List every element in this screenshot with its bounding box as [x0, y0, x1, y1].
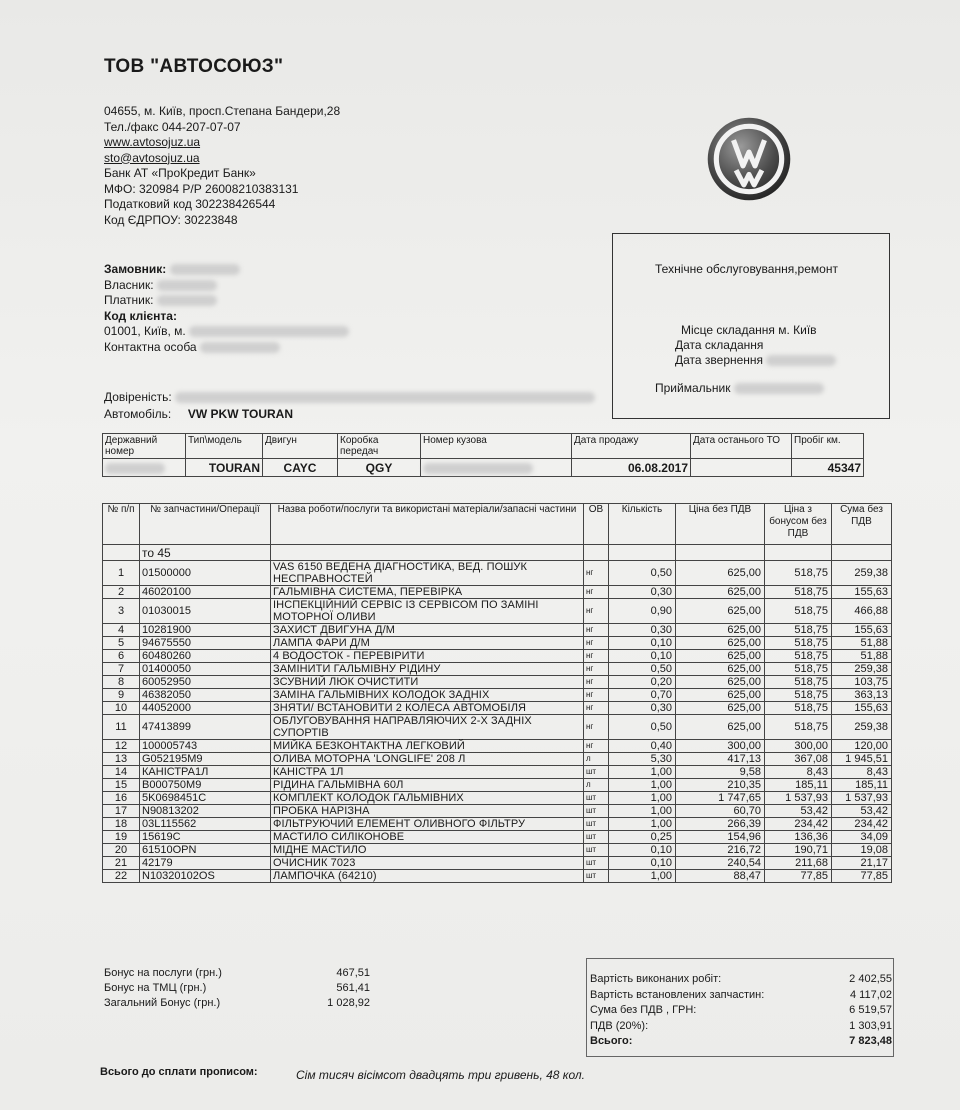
row-number: 14: [103, 766, 140, 779]
bonus-total-value: 1 028,92: [327, 997, 370, 1009]
sum: 185,11: [832, 779, 892, 792]
table-row: [103, 831, 892, 844]
work-name: ЗНЯТИ/ ВСТАНОВИТИ 2 КОЛЕСА АВТОМОБІЛЯ: [271, 702, 584, 715]
price-bonus: 1 537,93: [765, 792, 832, 805]
price-bonus: 518,75: [765, 689, 832, 702]
company-mfo: МФО: 320984 Р/Р 26008210383131: [104, 181, 299, 196]
sum: 120,00: [832, 740, 892, 753]
company-name: ТОВ "АВТОСОЮЗ": [104, 56, 284, 77]
totals-values: [790, 972, 892, 1050]
table-row: [103, 689, 892, 702]
quantity: 0,20: [609, 676, 676, 689]
bonus-total-label: Загальний Бонус (грн.): [104, 997, 221, 1009]
vehicle-mileage: 45347: [792, 459, 864, 477]
quantity: 0,10: [609, 857, 676, 870]
row-number: 20: [103, 844, 140, 857]
quantity: 0,70: [609, 689, 676, 702]
items-header-cell: Ціна без ПДВ: [676, 504, 765, 545]
sum: 155,63: [832, 702, 892, 715]
unit: шт: [584, 766, 609, 779]
sum: 363,13: [832, 689, 892, 702]
quantity: 1,00: [609, 779, 676, 792]
totals-labels: [590, 972, 764, 1050]
part-number: 03L115562: [140, 818, 271, 831]
work-name: МАСТИЛО СИЛІКОНОВЕ: [271, 831, 584, 844]
work-name: ОБЛУГОВУВАННЯ НАПРАВЛЯЮЧИХ 2-Х ЗАДНІХ СУПОРТІВ: [271, 715, 584, 740]
unit: шт: [584, 844, 609, 857]
items-header-row: [103, 504, 892, 545]
vehicle-gearbox: QGY: [338, 459, 421, 477]
unit: нг: [584, 702, 609, 715]
vehicle-header-cell: Державний номер: [103, 434, 186, 459]
unit: нг: [584, 599, 609, 624]
sum: 1 945,51: [832, 753, 892, 766]
work-name: ІНСПЕКЦІЙНИЙ СЕРВІС ІЗ СЕРВІСОМ ПО ЗАМІНІ МОТОРНОЇ ОЛИВИ: [271, 599, 584, 624]
price-bonus: 518,75: [765, 586, 832, 599]
price: 240,54: [676, 857, 765, 870]
total-grand-value: 7 823,48: [849, 1035, 892, 1047]
work-name: ОЧИСНИК 7023: [271, 857, 584, 870]
table-row: [103, 599, 892, 624]
table-row: [103, 561, 892, 586]
price-bonus: 190,71: [765, 844, 832, 857]
table-row: [103, 715, 892, 740]
unit: шт: [584, 805, 609, 818]
price-bonus: 518,75: [765, 676, 832, 689]
table-row: [103, 702, 892, 715]
sum: 155,63: [832, 624, 892, 637]
work-name: ФІЛЬТРУЮЧИЙ ЕЛЕМЕНТ ОЛИВНОГО ФІЛЬТРУ: [271, 818, 584, 831]
client-code: Код клієнта:: [104, 308, 177, 323]
group-cell: [676, 545, 765, 561]
price-bonus: 518,75: [765, 702, 832, 715]
group-cell: [832, 545, 892, 561]
row-number: 10: [103, 702, 140, 715]
work-name: МИЙКА БЕЗКОНТАКТНА ЛЕГКОВИЙ: [271, 740, 584, 753]
price: 625,00: [676, 599, 765, 624]
price: 625,00: [676, 663, 765, 676]
total-novat-label: Сума без ПДВ , ГРН:: [590, 1004, 697, 1016]
part-number: N90813202: [140, 805, 271, 818]
group-cell: [609, 545, 676, 561]
client-block: [104, 262, 349, 355]
price: 625,00: [676, 637, 765, 650]
part-number: 01400050: [140, 663, 271, 676]
unit: нг: [584, 740, 609, 753]
vehicle-plate: [103, 459, 186, 477]
price-bonus: 518,75: [765, 599, 832, 624]
quantity: 0,10: [609, 844, 676, 857]
service-date-request: Дата звернення: [675, 353, 836, 367]
unit: нг: [584, 689, 609, 702]
part-number: КАНІСТРА1Л: [140, 766, 271, 779]
items-header-cell: Кількість: [609, 504, 676, 545]
part-number: 46382050: [140, 689, 271, 702]
table-row: [103, 650, 892, 663]
unit: л: [584, 753, 609, 766]
table-row: [103, 676, 892, 689]
price-bonus: 300,00: [765, 740, 832, 753]
part-number: N10320102OS: [140, 870, 271, 883]
total-works-value: 2 402,55: [849, 973, 892, 985]
unit: л: [584, 779, 609, 792]
price: 625,00: [676, 561, 765, 586]
part-number: 61510OPN: [140, 844, 271, 857]
part-number: G052195M9: [140, 753, 271, 766]
table-row: [103, 844, 892, 857]
row-number: 13: [103, 753, 140, 766]
table-row: [103, 870, 892, 883]
table-row: [103, 663, 892, 676]
row-number: 11: [103, 715, 140, 740]
work-name: ЗАМІНИТИ ГАЛЬМІВНУ РІДИНУ: [271, 663, 584, 676]
items-header-cell: № запчастини/Операції: [140, 504, 271, 545]
vehicle-model: TOURAN: [186, 459, 263, 477]
work-name: МІДНЕ МАСТИЛО: [271, 844, 584, 857]
part-number: 42179: [140, 857, 271, 870]
quantity: 1,00: [609, 870, 676, 883]
company-address: 04655, м. Київ, просп.Степана Бандери,28: [104, 104, 341, 118]
work-name: 4 ВОДОСТОК - ПЕРЕВІРИТИ: [271, 650, 584, 663]
work-name: ОЛИВА МОТОРНА 'LONGLIFE' 208 Л: [271, 753, 584, 766]
table-row: [103, 753, 892, 766]
price-bonus: 8,43: [765, 766, 832, 779]
vw-logo-icon: [706, 116, 792, 202]
company-bank: Банк АТ «ПроКредит Банк»: [104, 166, 256, 180]
unit: шт: [584, 857, 609, 870]
company-website-link[interactable]: www.avtosojuz.ua: [104, 135, 201, 149]
work-name: ЗАМІНА ГАЛЬМІВНИХ КОЛОДОК ЗАДНІХ: [271, 689, 584, 702]
row-number: 16: [103, 792, 140, 805]
row-number: 5: [103, 637, 140, 650]
row-number: 19: [103, 831, 140, 844]
price-bonus: 518,75: [765, 715, 832, 740]
group-cell: [584, 545, 609, 561]
group-cell: [103, 545, 140, 561]
price-bonus: 518,75: [765, 650, 832, 663]
sum: 103,75: [832, 676, 892, 689]
part-number: 01030015: [140, 599, 271, 624]
service-receiver: Приймальник: [655, 381, 824, 395]
client-owner: Власник:: [104, 278, 349, 294]
vehicle-engine: CAYC: [263, 459, 338, 477]
service-box: [612, 233, 890, 419]
sum: 34,09: [832, 831, 892, 844]
table-row: [103, 766, 892, 779]
vehicle-vin: [421, 459, 572, 477]
sum: 77,85: [832, 870, 892, 883]
quantity: 1,00: [609, 766, 676, 779]
quantity: 0,10: [609, 650, 676, 663]
unit: нг: [584, 637, 609, 650]
unit: шт: [584, 870, 609, 883]
vehicle-value-row: [103, 459, 864, 477]
row-number: 9: [103, 689, 140, 702]
items-header-cell: Ціна з бонусом без ПДВ: [765, 504, 832, 545]
total-vat-value: 1 303,91: [849, 1019, 892, 1032]
price: 625,00: [676, 715, 765, 740]
sum: 259,38: [832, 715, 892, 740]
work-name: ПРОБКА НАРІЗНА: [271, 805, 584, 818]
amount-words-value: Сім тисяч вісімсот двадцять три гривень, 48 кол.: [296, 1068, 585, 1082]
row-number: 17: [103, 805, 140, 818]
work-name: ЛАМПОЧКА (64210): [271, 870, 584, 883]
table-row: [103, 740, 892, 753]
bonus-services-value: 467,51: [336, 967, 370, 979]
total-parts-value: 4 117,02: [849, 988, 892, 1001]
row-number: 15: [103, 779, 140, 792]
sum: 234,42: [832, 818, 892, 831]
row-number: 1: [103, 561, 140, 586]
bonus-values: [290, 966, 370, 1011]
table-row: [103, 792, 892, 805]
total-grand-label: Всього:: [590, 1035, 633, 1047]
bonus-services-label: Бонус на послуги (грн.): [104, 967, 222, 979]
client-city: 01001, Київ, м.: [104, 324, 349, 340]
part-number: 44052000: [140, 702, 271, 715]
unit: нг: [584, 650, 609, 663]
vehicle-last-service: [691, 459, 792, 477]
price: 210,35: [676, 779, 765, 792]
row-number: 21: [103, 857, 140, 870]
part-number: 46020100: [140, 586, 271, 599]
price-bonus: 211,68: [765, 857, 832, 870]
car-model: VW PKW TOURAN: [187, 407, 293, 421]
total-novat-value: 6 519,57: [849, 1004, 892, 1016]
items-header-cell: ОВ: [584, 504, 609, 545]
vehicle-header-cell: Пробіг км.: [792, 434, 864, 459]
work-name: КАНІСТРА 1Л: [271, 766, 584, 779]
price-bonus: 518,75: [765, 624, 832, 637]
price-bonus: 518,75: [765, 637, 832, 650]
price: 625,00: [676, 650, 765, 663]
part-number: 94675550: [140, 637, 271, 650]
quantity: 0,90: [609, 599, 676, 624]
vehicle-header-cell: Дата продажу: [572, 434, 691, 459]
price-bonus: 77,85: [765, 870, 832, 883]
price-bonus: 518,75: [765, 663, 832, 676]
vehicle-header-cell: Номер кузова: [421, 434, 572, 459]
items-header-cell: Сума без ПДВ: [832, 504, 892, 545]
sum: 259,38: [832, 561, 892, 586]
items-header-cell: № п/п: [103, 504, 140, 545]
sum: 155,63: [832, 586, 892, 599]
quantity: 0,30: [609, 702, 676, 715]
quantity: 5,30: [609, 753, 676, 766]
part-number: 60480260: [140, 650, 271, 663]
quantity: 0,10: [609, 637, 676, 650]
price: 266,39: [676, 818, 765, 831]
quantity: 0,50: [609, 715, 676, 740]
sum: 466,88: [832, 599, 892, 624]
total-parts-label: Вартість встановлених запчастин:: [590, 988, 765, 1001]
sum: 51,88: [832, 637, 892, 650]
service-date-made: Дата складання: [675, 338, 764, 352]
price: 625,00: [676, 624, 765, 637]
unit: нг: [584, 663, 609, 676]
sum: 1 537,93: [832, 792, 892, 805]
bonus-labels: [104, 966, 222, 1011]
quantity: 0,30: [609, 624, 676, 637]
table-row: [103, 818, 892, 831]
price-bonus: 53,42: [765, 805, 832, 818]
company-edrpou: Код ЄДРПОУ: 30223848: [104, 212, 238, 227]
price-bonus: 136,36: [765, 831, 832, 844]
unit: нг: [584, 586, 609, 599]
price-bonus: 367,08: [765, 753, 832, 766]
items-table: [102, 503, 892, 883]
price-bonus: 518,75: [765, 561, 832, 586]
price-bonus: 234,42: [765, 818, 832, 831]
unit: шт: [584, 818, 609, 831]
items-group-row: [103, 545, 892, 561]
part-number: 15619C: [140, 831, 271, 844]
price: 1 747,65: [676, 792, 765, 805]
part-number: 100005743: [140, 740, 271, 753]
car-row: Автомобіль: VW PKW TOURAN: [104, 407, 293, 421]
work-name: КОМПЛЕКТ КОЛОДОК ГАЛЬМІВНИХ: [271, 792, 584, 805]
quantity: 0,50: [609, 561, 676, 586]
unit: шт: [584, 831, 609, 844]
vehicle-table: [102, 433, 864, 477]
part-number: 5K0698451C: [140, 792, 271, 805]
row-number: 4: [103, 624, 140, 637]
unit: нг: [584, 624, 609, 637]
quantity: 1,00: [609, 792, 676, 805]
client-customer: Замовник:: [104, 262, 349, 278]
sum: 8,43: [832, 766, 892, 779]
work-name: ГАЛЬМІВНА СИСТЕМА, ПЕРЕВІРКА: [271, 586, 584, 599]
work-name: ЛАМПА ФАРИ Д/М: [271, 637, 584, 650]
unit: нг: [584, 715, 609, 740]
row-number: 7: [103, 663, 140, 676]
row-number: 3: [103, 599, 140, 624]
table-row: [103, 624, 892, 637]
client-payer: Платник:: [104, 293, 349, 309]
price: 625,00: [676, 676, 765, 689]
vehicle-header-cell: Дата останього ТО: [691, 434, 792, 459]
part-number: 01500000: [140, 561, 271, 586]
company-phone: Тел./факс 044-207-07-07: [104, 119, 241, 134]
table-row: [103, 805, 892, 818]
work-name: ЗСУВНИЙ ЛЮК ОЧИСТИТИ: [271, 676, 584, 689]
sum: 19,08: [832, 844, 892, 857]
sum: 53,42: [832, 805, 892, 818]
sum: 51,88: [832, 650, 892, 663]
row-number: 2: [103, 586, 140, 599]
quantity: 0,25: [609, 831, 676, 844]
price: 60,70: [676, 805, 765, 818]
company-email-link[interactable]: sto@avtosojuz.ua: [104, 150, 200, 165]
power-of-attorney: Довіреність:: [104, 390, 595, 404]
service-title: Технічне обслуговування,ремонт: [655, 262, 838, 276]
vehicle-header-row: [103, 434, 864, 459]
row-number: 6: [103, 650, 140, 663]
price: 625,00: [676, 586, 765, 599]
group-cell: [271, 545, 584, 561]
price: 417,13: [676, 753, 765, 766]
company-tax-code: Податковий код 302238426544: [104, 197, 276, 211]
unit: нг: [584, 561, 609, 586]
price: 625,00: [676, 702, 765, 715]
quantity: 1,00: [609, 818, 676, 831]
amount-words-label: Всього до сплати прописом:: [100, 1066, 258, 1078]
total-vat-label: ПДВ (20%):: [590, 1019, 649, 1032]
price: 88,47: [676, 870, 765, 883]
row-number: 18: [103, 818, 140, 831]
vehicle-sale-date: 06.08.2017: [572, 459, 691, 477]
bonus-goods-label: Бонус на ТМЦ (грн.): [104, 982, 207, 994]
vehicle-header-cell: Тип\модель: [186, 434, 263, 459]
table-row: [103, 779, 892, 792]
price-bonus: 185,11: [765, 779, 832, 792]
vehicle-header-cell: Двигун: [263, 434, 338, 459]
price: 216,72: [676, 844, 765, 857]
quantity: 0,30: [609, 586, 676, 599]
total-works-label: Вартість виконаних робіт:: [590, 973, 722, 985]
row-number: 12: [103, 740, 140, 753]
company-info: [104, 104, 340, 228]
row-number: 22: [103, 870, 140, 883]
group-label: то 45: [140, 545, 271, 561]
unit: нг: [584, 676, 609, 689]
row-number: 8: [103, 676, 140, 689]
quantity: 0,40: [609, 740, 676, 753]
vehicle-header-cell: Коробка передач: [338, 434, 421, 459]
table-row: [103, 857, 892, 870]
price: 300,00: [676, 740, 765, 753]
table-row: [103, 586, 892, 599]
part-number: 10281900: [140, 624, 271, 637]
group-cell: [765, 545, 832, 561]
service-place: Місце складання м. Київ: [681, 323, 817, 337]
work-name: РІДИНА ГАЛЬМІВНА 60Л: [271, 779, 584, 792]
work-name: VAS 6150 ВЕДЕНА ДІАГНОСТИКА, ВЕД. ПОШУК НЕСПРАВНОСТЕЙ: [271, 561, 584, 586]
part-number: 47413899: [140, 715, 271, 740]
sum: 259,38: [832, 663, 892, 676]
price: 9,58: [676, 766, 765, 779]
sum: 21,17: [832, 857, 892, 870]
unit: шт: [584, 792, 609, 805]
price: 154,96: [676, 831, 765, 844]
bonus-goods-value: 561,41: [336, 982, 370, 994]
price: 625,00: [676, 689, 765, 702]
quantity: 1,00: [609, 805, 676, 818]
quantity: 0,50: [609, 663, 676, 676]
items-header-cell: Назва роботи/послуги та використані матеріали/запасні частини: [271, 504, 584, 545]
table-row: [103, 637, 892, 650]
client-contact: Контактна особа: [104, 340, 349, 356]
part-number: 60052950: [140, 676, 271, 689]
part-number: B000750M9: [140, 779, 271, 792]
work-name: ЗАХИСТ ДВИГУНА Д/М: [271, 624, 584, 637]
